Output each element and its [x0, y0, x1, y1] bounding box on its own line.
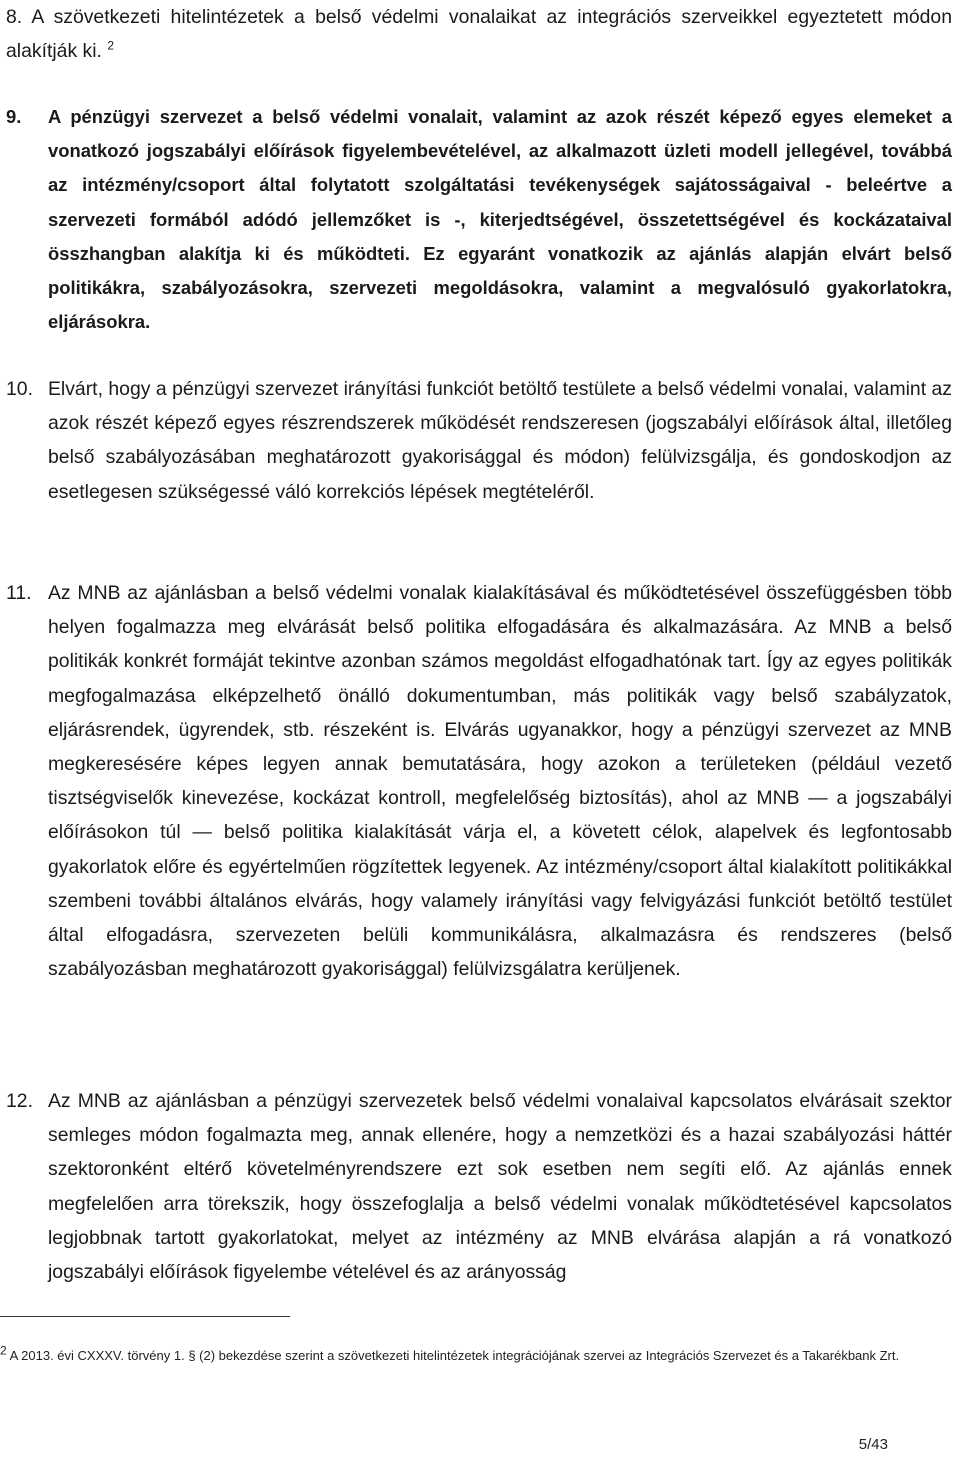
paragraph-number: 9.	[6, 106, 22, 127]
paragraph-text: A szövetkezeti hitelintézetek a belső védelmi vonalaikat az integrációs szerveikkel egyeztetett módon alakítják ki.	[6, 6, 952, 63]
footnote-marker: 2	[0, 1343, 7, 1358]
paragraph-text: Elvárt, hogy a pénzügyi szervezet irányítási funkciót betöltő testülete a belső védelmi vonalai, valamint az azok részét képező egyes részrendszerek működését rendszeresen (jogszabályi előírások által, illetőleg belső szabályozásában meghatározott gyakorisággal és módon) felülvizsgálja, és gondoskodjon az esetlegesen szükségessé váló korrekciós lépések megtételéről.	[48, 378, 952, 503]
paragraph-text: Az MNB az ajánlásban a pénzügyi szervezetek belső védelmi vonalaival kapcsolatos elvárásait szektor semleges módon fogalmazta meg, annak ellenére, hogy a nemzetközi és a hazai szabályozási háttér szektoronként eltérő követelményrendszere ezt sok esetben nem segíti elő. Az ajánlás ennek megfelelően arra törekszik, hogy összefoglalja a belső védelmi vonalak működtetésével kapcsolatos legjobbnak tartott gyakorlatokat, melyet az intézmény az MNB elvárása alapján a rá vonatkozó jogszabályi előírások figyelembe vételével és az arányosság	[48, 1090, 952, 1284]
footnote	[0, 1343, 960, 1366]
paragraph-text: A pénzügyi szervezet a belső védelmi vonalait, valamint az azok részét képező egyes elemeket a vonatkozó jogszabályi előírások figyelembevételével, az alkalmazott üzleti modell jellegével, továbbá az intézmény/csoport által folytatott szolgáltatási tevékenységek sajátosságaival - beleértve a szervezeti formából adódó jellemzőket is -, kiterjedtségével, összetettségével és kockázataival összhangban alakítja ki és működteti. Ez egyaránt vonatkozik az ajánlás alapján elvárt belső politikákra, szabályozásokra, szervezeti megoldásokra, valamint a megvalósuló gyakorlatokra, eljárásokra.	[48, 106, 952, 333]
paragraph-number: 10.	[6, 378, 33, 400]
footnote-divider	[0, 1316, 290, 1317]
paragraph-number: 8.	[6, 6, 23, 28]
paragraph-12	[0, 1084, 952, 1289]
paragraph-9	[0, 100, 952, 339]
footnote-text: A 2013. évi CXXXV. törvény 1. § (2) bekezdése szerint a szövetkezeti hitelintézetek integrációjának szervei az Integrációs Szervezet és a Takarékbank Zrt.	[9, 1348, 900, 1363]
page-number: 5/43	[858, 1436, 888, 1453]
footnote-reference[interactable]: 2	[107, 38, 114, 53]
paragraph-11	[0, 576, 952, 986]
paragraph-10	[0, 372, 952, 509]
paragraph-text: Az MNB az ajánlásban a belső védelmi vonalak kialakításával és működtetésével összefüggésben több helyen fogalmazza meg elvárását belső politika elfogadására és alkalmazására. Az MNB a belső politikák konkrét formáját tekintve azonban számos megoldást elfogadhatónak tart. Így az egyes politikák megfogalmazása elképzelhető önálló dokumentumban, más politikák vagy belső szabályzatok, eljárásrendek, ügyrendek, stb. részeként is. Elvárás ugyanakkor, hogy a pénzügyi szervezet az MNB megkeresésére képes legyen annak bemutatására, hogy azokon a területeken (például vezető tisztségviselők kinevezése, kockázat kontroll, megfelelőség biztosítás), ahol az MNB — a jogszabályi előírásokon túl — belső politika kialakítását várja el, a követett célok, alapelvek és legfontosabb gyakorlatok előre és egyértelműen rögzítettek legyenek. Az intézmény/csoport által kialakított politikákkal szembeni további általános elvárás, hogy valamely irányítási vagy felvigyázási funkciót betöltő testület által elfogadásra, szervezeten belüli kommunikálásra, alkalmazásra és rendszeres (belső szabályozásban meghatározott gyakorisággal) felülvizsgálatra kerüljenek.	[48, 582, 952, 981]
paragraph-number: 12.	[6, 1090, 33, 1112]
paragraph-number: 11.	[6, 582, 32, 604]
paragraph-8	[0, 0, 952, 68]
